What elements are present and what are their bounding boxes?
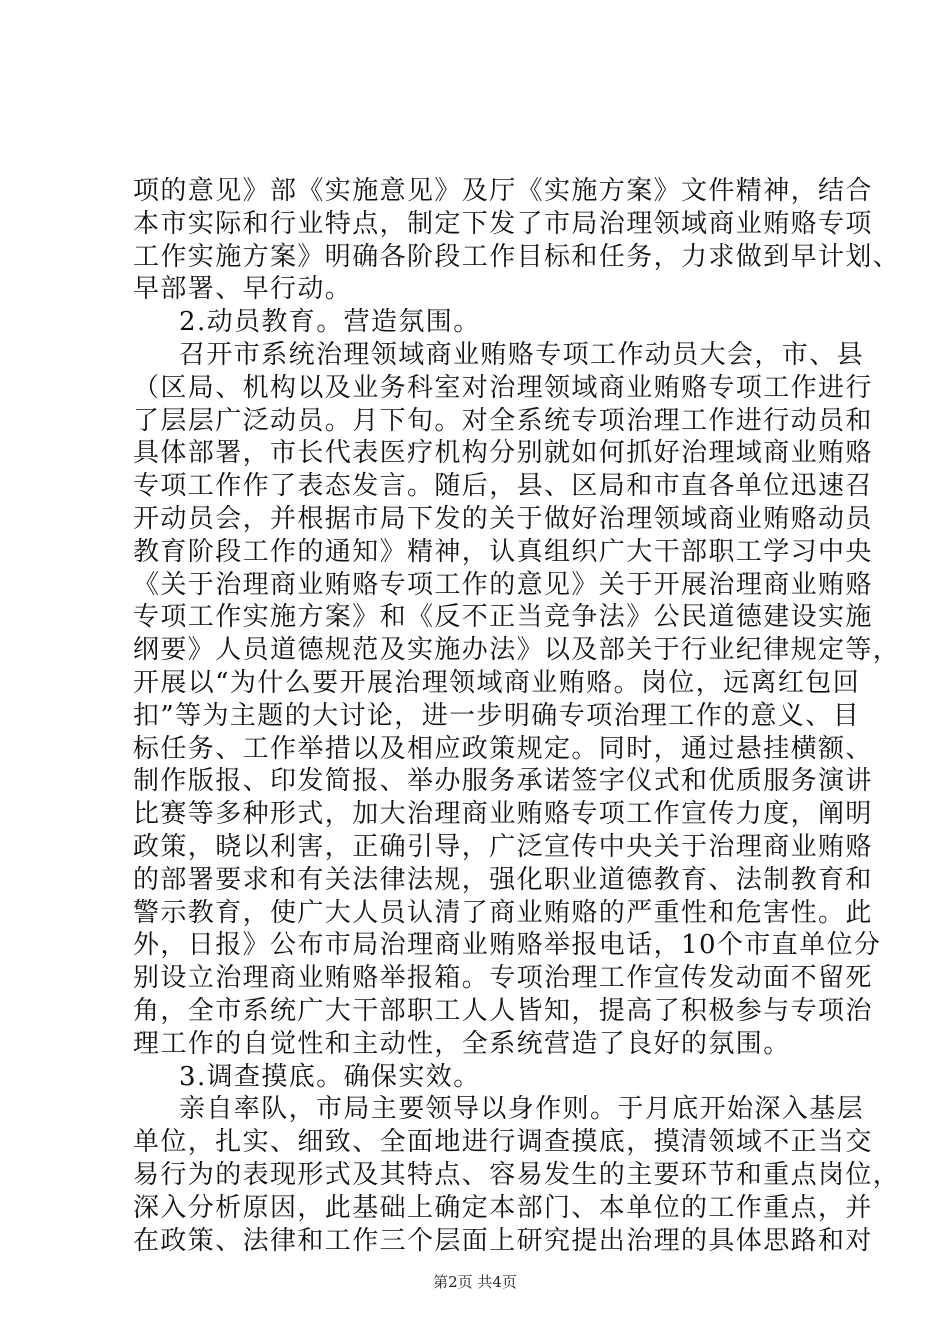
text-line: 扣”等为主题的大讨论，进一步明确专项治理工作的意义、目: [133, 700, 861, 731]
text-line: 开动员会，并根据市局下发的关于做好治理领域商业贿赂动员: [133, 503, 873, 534]
text-line: 3.调查摸底。确保实效。: [179, 1061, 481, 1092]
text-line: 教育阶段工作的通知》精神，认真组织广大干部职工学习中央: [133, 536, 873, 567]
text-line: 标任务、工作举措以及相应政策规定。同时，通过悬挂横额、: [133, 733, 873, 764]
text-line: 召开市系统治理领域商业贿赂专项工作动员大会，市、县: [179, 339, 865, 370]
text-line: 了层层广泛动员。月下旬。对全系统专项治理工作进行动员和: [133, 405, 873, 436]
text-line: 在政策、法律和工作三个层面上研究提出治理的具体思路和对: [133, 1225, 873, 1256]
text-line: 的部署要求和有关法律法规，强化职业道德教育、法制教育和: [133, 864, 873, 895]
text-line: 专项工作作了表态发言。随后，县、区局和市直各单位迅速召: [133, 471, 873, 502]
text-line: 2.动员教育。营造氛围。: [179, 307, 481, 338]
text-line: 专项工作实施方案》和《反不正当竞争法》公民道德建设实施: [133, 602, 873, 633]
page-footer: 第2页 共4页: [433, 1273, 517, 1291]
text-line: 早部署、早行动。: [133, 274, 353, 305]
document-body: [133, 175, 901, 1257]
text-line: 纲要》人员道德规范及实施办法》以及部关于行业纪律规定等，: [133, 635, 901, 666]
text-line: 项的意见》部《实施意见》及厅《实施方案》文件精神，结合: [133, 176, 873, 206]
text-line: 比赛等多种形式，加大治理商业贿赂专项工作宣传力度，阐明: [133, 799, 873, 830]
text-line: 易行为的表现形式及其特点、容易发生的主要环节和重点岗位，: [133, 1159, 901, 1190]
text-line: 单位，扎实、细致、全面地进行调查摸底，摸清领域不正当交: [133, 1127, 873, 1158]
text-line: （区局、机构以及业务科室对治理领域商业贿赂专项工作进行: [133, 372, 873, 403]
text-line: 具体部署，市长代表医疗机构分别就如何抓好治理域商业贿赂: [133, 438, 873, 469]
text-line: 深入分析原因，此基础上确定本部门、本单位的工作重点，并: [133, 1192, 873, 1223]
text-line: 本市实际和行业特点，制定下发了市局治理领域商业贿赂专项: [133, 208, 873, 239]
text-line: 《关于治理商业贿赂专项工作的意见》关于开展治理商业贿赂: [133, 569, 873, 600]
text-line: 别设立治理商业贿赂举报箱。专项治理工作宣传发动面不留死: [133, 963, 873, 994]
text-line: 制作版报、印发简报、举办服务承诺签字仪式和优质服务演讲: [133, 766, 873, 797]
text-line: 警示教育，使广大人员认清了商业贿赂的严重性和危害性。此: [133, 897, 873, 928]
text-line: 理工作的自觉性和主动性，全系统营造了良好的氛围。: [133, 1028, 791, 1059]
text-line: 工作实施方案》明确各阶段工作目标和任务，力求做到早计划、: [133, 241, 901, 272]
text-line: 外，日报》公布市局治理商业贿赂举报电话，10个市直单位分: [133, 930, 882, 961]
text-line: 政策，晓以利害，正确引导，广泛宣传中央关于治理商业贿赂: [133, 831, 873, 862]
text-line: 开展以“为什么要开展治理领域商业贿赂。岗位，远离红包回: [133, 667, 861, 698]
text-line: 亲自率队，市局主要领导以身作则。于月底开始深入基层: [179, 1094, 865, 1125]
text-line: 角，全市系统广大干部职工人人皆知，提高了积极参与专项治: [133, 995, 873, 1026]
